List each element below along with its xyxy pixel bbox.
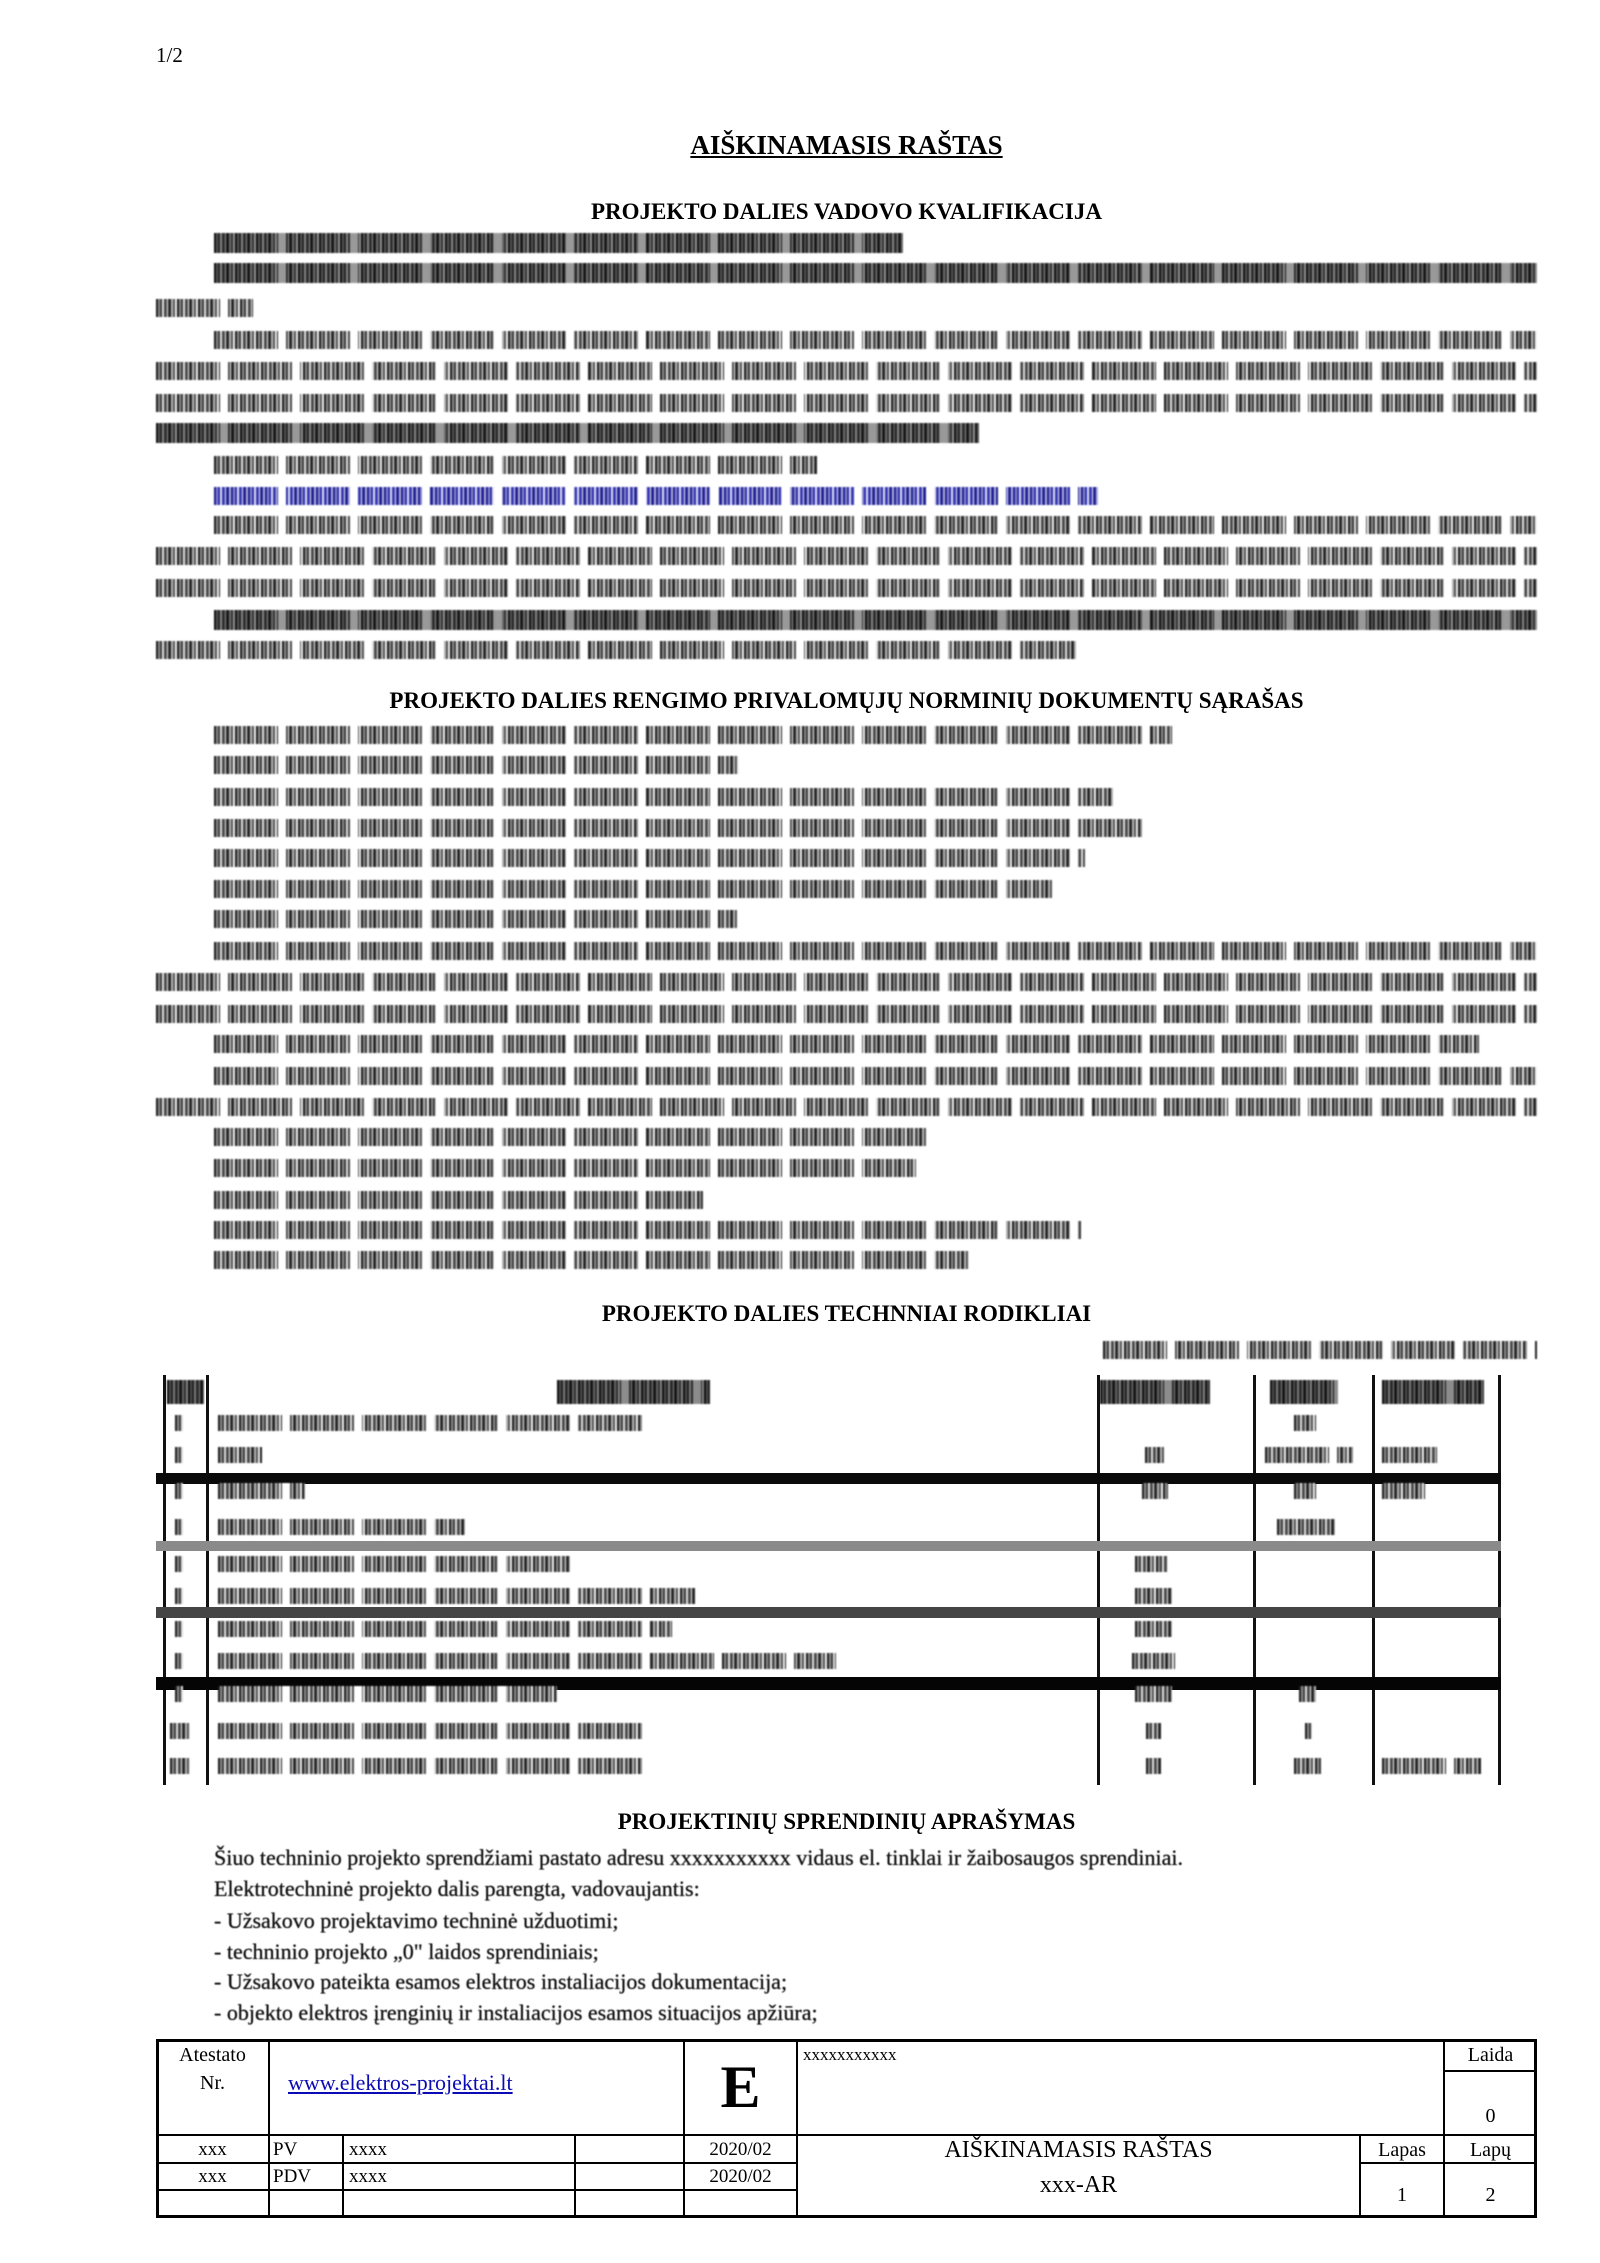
edition-value: 0	[1485, 2105, 1496, 2127]
table-cell	[1132, 1653, 1175, 1669]
table-cell	[218, 1723, 647, 1739]
table-header-cell	[1270, 1380, 1338, 1404]
table-cell	[1135, 1621, 1172, 1637]
norm-document-item	[214, 756, 739, 774]
solutions-text-line: Elektrotechninė projekto dalis parengta, vadovaujantis:	[214, 1876, 700, 1901]
qualification-text-line	[156, 299, 253, 317]
table-cell	[1145, 1447, 1164, 1463]
section-heading-solutions: PROJEKTINIŲ SPRENDINIŲ APRAŠYMAS	[617, 1809, 1076, 1834]
qualification-text-line	[156, 641, 1076, 659]
signature-date: 2020/02	[709, 2166, 772, 2187]
norm-document-item	[156, 1005, 1537, 1023]
table-cell	[175, 1686, 183, 1702]
qualification-text-line	[214, 456, 817, 474]
table-cell	[1299, 1686, 1316, 1702]
norm-document-item	[214, 1159, 916, 1177]
qualification-text-line	[214, 263, 1537, 283]
signature-name: xxxx	[349, 2139, 387, 2160]
table-cell	[218, 1653, 836, 1669]
solutions-list-item: - Užsakovo projektavimo techninė užduotimi;	[214, 1908, 619, 1933]
title-block-divider	[1444, 2070, 1537, 2072]
title-block-document-code: xxx-AR	[1039, 2172, 1118, 2198]
table-cell	[170, 1723, 190, 1739]
norm-document-item	[214, 1221, 1081, 1239]
qualification-text-line	[214, 610, 1537, 630]
norm-document-item	[214, 1191, 703, 1209]
norm-document-item	[214, 880, 1052, 898]
table-cell	[1135, 1556, 1168, 1572]
table-cell	[175, 1653, 183, 1669]
section-heading-indicators: PROJEKTO DALIES TECHNNIAI RODIKLIAI	[601, 1301, 1092, 1326]
signature-role: PV	[273, 2139, 298, 2160]
table-cell	[175, 1415, 183, 1431]
table-column-divider	[206, 1375, 209, 1785]
norm-document-item	[214, 942, 1537, 960]
qualification-text-line	[214, 233, 903, 253]
norm-document-item	[214, 1251, 969, 1269]
table-cell	[218, 1415, 647, 1431]
table-column-divider	[1498, 1375, 1501, 1785]
table-cell	[218, 1556, 575, 1572]
qualification-text-line	[156, 394, 1537, 412]
qualification-text-line	[214, 516, 1537, 534]
norm-document-item	[214, 1035, 1479, 1053]
table-cell	[1146, 1758, 1161, 1774]
title-block-divider	[342, 2135, 344, 2218]
website-link[interactable]: www.elektros-projektai.lt	[288, 2070, 513, 2095]
solutions-list-item: - techninio projekto „0" laidos sprendiniais;	[214, 1939, 599, 1964]
solutions-list-item: - objekto elektros įrenginių ir instaliacijos esamos situacijos apžiūra;	[214, 2000, 818, 2025]
document-title	[156, 128, 1537, 162]
norm-document-item	[214, 1067, 1537, 1085]
table-cell	[218, 1588, 695, 1604]
table-cell	[175, 1483, 183, 1499]
table-cell	[1382, 1483, 1425, 1499]
table-cell	[175, 1519, 183, 1535]
norm-document-item	[156, 1098, 1537, 1116]
table-cell	[218, 1621, 672, 1637]
table-cell	[218, 1447, 262, 1463]
table-header-cell	[557, 1380, 710, 1404]
table-cell	[218, 1758, 647, 1774]
discipline-letter: E	[720, 2054, 761, 2120]
table-column-divider	[1372, 1375, 1375, 1785]
table-cell	[1146, 1723, 1161, 1739]
table-column-divider	[1253, 1375, 1256, 1785]
table-header-cell	[1382, 1380, 1484, 1404]
table-cell	[170, 1758, 190, 1774]
table-column-divider	[163, 1375, 166, 1785]
table-note	[1103, 1341, 1537, 1359]
solutions-text-line: Šiuo techninio projekto sprendžiami pastato adresu xxxxxxxxxxx vidaus el. tinklai ir žaibosaugos sprendiniai.	[214, 1845, 1184, 1870]
table-row-band	[156, 1541, 1501, 1551]
sheets-label: Lapų	[1469, 2139, 1512, 2161]
table-cell	[1135, 1588, 1172, 1604]
table-row-band	[156, 1607, 1501, 1618]
sheet-label: Lapas	[1378, 2139, 1426, 2161]
table-cell	[1265, 1447, 1353, 1463]
object-name: xxxxxxxxxxx	[803, 2045, 897, 2064]
table-cell	[175, 1556, 183, 1572]
qualification-text-line	[214, 487, 1098, 505]
section-heading-qualification: PROJEKTO DALIES VADOVO KVALIFIKACIJA	[591, 199, 1102, 224]
table-cell	[1382, 1447, 1437, 1463]
section-heading-norms: PROJEKTO DALIES RENGIMO PRIVALOMŲJŲ NORMINIŲ DOKUMENTŲ SĄRAŠAS	[389, 688, 1304, 713]
norm-document-item	[156, 973, 1537, 991]
table-cell	[175, 1447, 183, 1463]
table-cell	[1294, 1483, 1316, 1499]
norm-document-item	[214, 910, 737, 928]
edition-label: Laida	[1467, 2044, 1514, 2066]
qualification-text-line	[156, 547, 1537, 565]
sheet-number: 1	[1397, 2184, 1407, 2206]
norm-document-item	[214, 788, 1113, 806]
table-header-cell	[167, 1380, 204, 1404]
attestation-number-label: Nr.	[200, 2072, 225, 2094]
table-cell	[1294, 1415, 1316, 1431]
signature-date: 2020/02	[709, 2139, 772, 2160]
norm-document-item	[214, 849, 1085, 867]
qualification-text-line	[214, 331, 1537, 349]
table-cell	[1142, 1483, 1168, 1499]
norm-document-item	[214, 726, 1172, 744]
table-cell	[218, 1686, 557, 1702]
title-block-divider	[574, 2135, 576, 2218]
table-cell	[175, 1588, 183, 1604]
table-cell	[1294, 1758, 1321, 1774]
table-cell	[1135, 1686, 1172, 1702]
table-column-divider	[1097, 1375, 1100, 1785]
norm-document-item	[214, 1128, 928, 1146]
signature-code: xxx	[198, 2139, 227, 2160]
qualification-text-line	[156, 423, 979, 443]
qualification-text-line	[156, 579, 1537, 597]
norm-document-item	[214, 819, 1149, 837]
table-cell	[1305, 1723, 1312, 1739]
table-header-cell	[1100, 1380, 1210, 1404]
sheets-count: 2	[1485, 2184, 1496, 2206]
table-cell	[1277, 1519, 1335, 1535]
table-cell	[218, 1519, 465, 1535]
signature-name: xxxx	[349, 2166, 387, 2187]
solutions-list-item: - Užsakovo pateikta esamos elektros instaliacijos dokumentacija;	[214, 1969, 788, 1994]
signature-role: PDV	[273, 2166, 312, 2187]
title-block-document-title: AIŠKINAMASIS RAŠTAS	[944, 2137, 1213, 2163]
qualification-text-line	[156, 362, 1537, 380]
page-number: 1/2	[156, 43, 183, 67]
table-cell	[218, 1483, 305, 1499]
table-cell	[1382, 1758, 1481, 1774]
document-title-text: AIŠKINAMASIS RAŠTAS	[690, 130, 1003, 160]
signature-code: xxx	[198, 2166, 227, 2187]
attestation-label: Atestato	[179, 2044, 246, 2066]
table-cell	[175, 1621, 183, 1637]
